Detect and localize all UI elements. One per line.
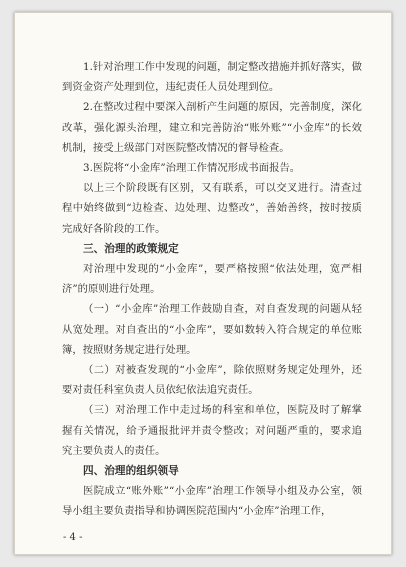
paragraph-item-3: 3.医院将“小金库”治理工作情况形成书面报告。: [83, 162, 301, 175]
paragraph-summary: 以上三个阶段既有区别，又有联系，可以交叉进行。清查过程中始终做到“边检查、边处理、边整改”，善始善终，按时按质完成好各阶段的工作。: [62, 182, 362, 235]
paragraph-policy-3: （三）对治理工作中走过场的科室和单位，医院及时了解掌握有关情况，给予通报批评并责令整改；对问题严重的，要求追究主要负责人的责任。: [62, 404, 362, 457]
section-heading-4: 四、治理的组织领导: [83, 465, 179, 478]
page-number: - 4 -: [63, 532, 83, 543]
paragraph-item-2: 2.在整改过程中要深入剖析产生问题的原因，完善制度，深化改革，强化源头治理，建立和完善防治“账外账”“小金库”的长效机制，接受上级部门对医院整改情况的督导检查。: [62, 101, 362, 154]
paragraph-policy-intro: 对治理中发现的“小金库”，要严格按照“依法处理，宽严相济”的原则进行处理。: [62, 263, 362, 296]
section-heading-3: 三、治理的政策规定: [83, 242, 179, 255]
document-page: [14, 12, 392, 555]
paragraph-item-1: 1.针对治理工作中发现的问题，制定整改措施并抓好落实，做到资金资产处理到位，违纪责任人员处理到位。: [62, 61, 362, 94]
document-body: [62, 57, 362, 522]
paragraph-policy-2: （二）对被查发现的“小金库”，除依照财务规定处理外，还要对责任科室负责人员依纪依法追究责任。: [62, 364, 362, 397]
paragraph-organization: 医院成立“账外账”“小金库”治理工作领导小组及办公室，领导小组主要负责指导和协调医院范围内“小金库”治理工作，: [62, 485, 362, 518]
paragraph-policy-1: （一）“小金库”治理工作鼓励自查，对自查发现的问题从轻从宽处理。对自查出的“小金库”，要如数转入符合规定的单位账簿，按照财务规定进行处理。: [62, 303, 362, 356]
